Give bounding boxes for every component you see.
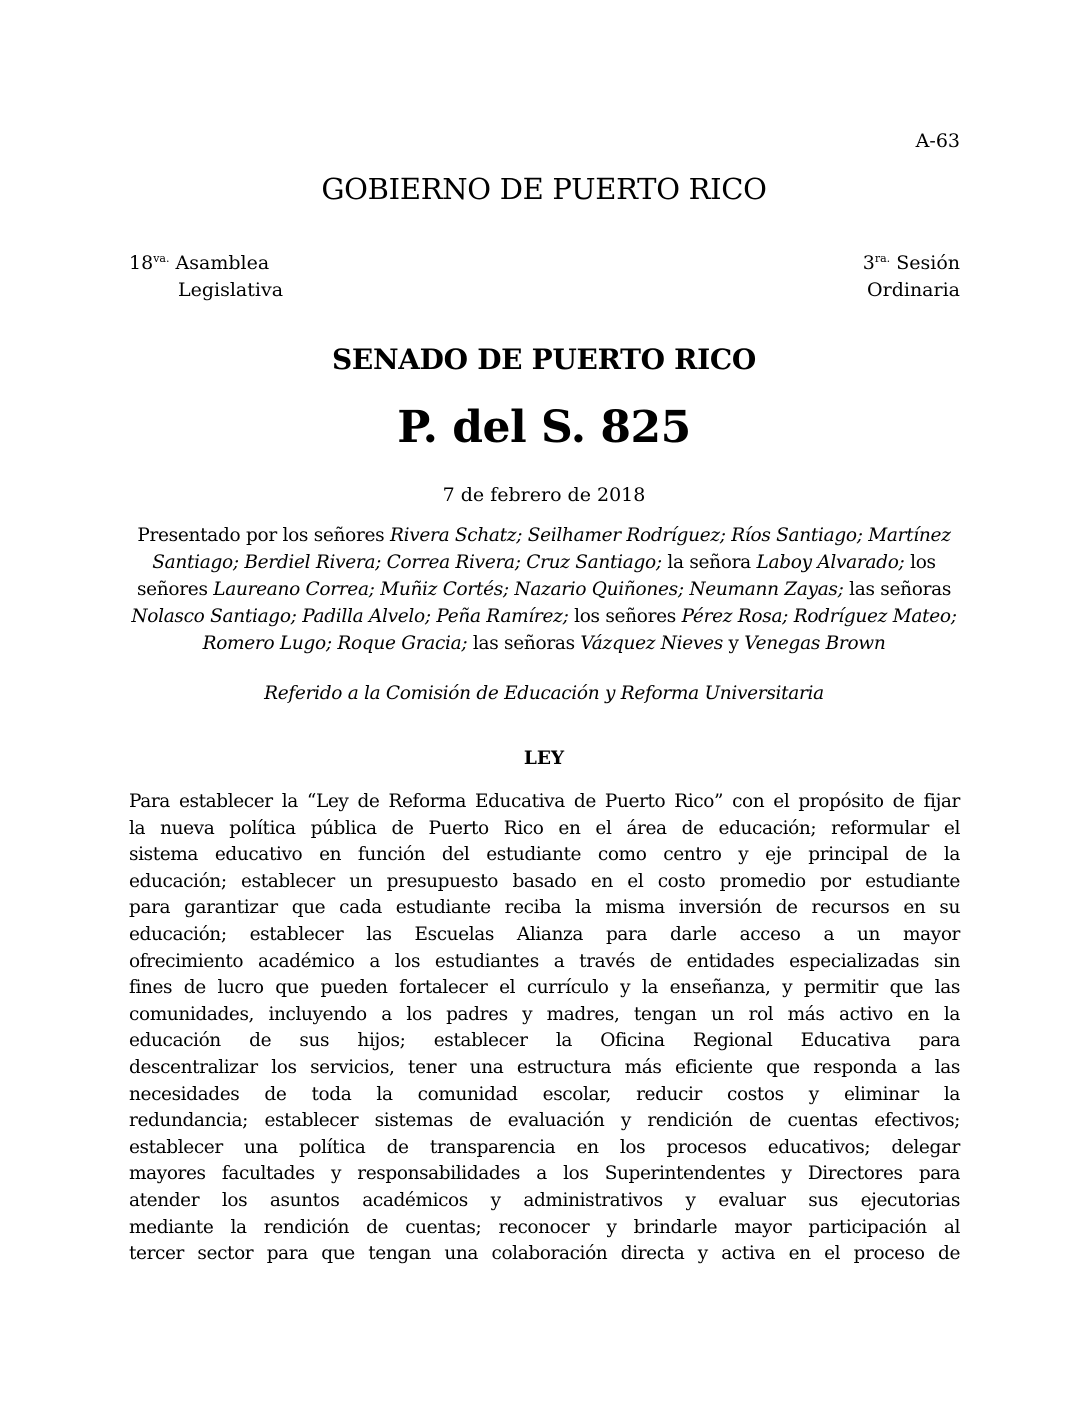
body-line: Para establecer la “Ley de Reforma Educativa de Puerto Rico” con el propósito de fijar — [129, 791, 960, 812]
sponsors-group-4: Nolasco Santiago; Padilla Alvelo; Peña Ramírez; — [131, 606, 569, 627]
body-line: tercer sector para que tengan una colaboración directa y activa en el proceso de — [129, 1243, 960, 1265]
assembly-word: Asamblea — [175, 252, 270, 274]
sponsors-connector-6: y — [728, 633, 739, 654]
body-line: educación; establecer un presupuesto basado en el costo promedio por estudiante — [129, 870, 960, 892]
body-line: descentralizar los servicios, tener una estructura más eficiente que responda a las — [129, 1056, 960, 1078]
session-number: 3 — [862, 252, 875, 274]
sponsors-connector-4: los señores — [574, 606, 677, 627]
document-code: A-63 — [915, 130, 960, 152]
sponsors-group-5: Pérez Rosa; Rodríguez Mateo; Romero Lugo; Roque Gracia; — [202, 606, 957, 654]
session-word: Sesión — [896, 252, 960, 274]
body-line: fines de lucro que pueden fortalecer el currículo y la enseñanza, y permitir que las — [129, 977, 960, 999]
sponsors-connector-5: las señoras — [472, 633, 575, 654]
body-line: necesidades de toda la comunidad escolar, reducir costos y eliminar la — [129, 1083, 960, 1105]
body-line: redundancia; establecer sistemas de evaluación y rendición de cuentas efectivos; — [129, 1110, 960, 1132]
body-line: para garantizar que cada estudiante reciba la misma inversión de recursos en su — [129, 897, 960, 919]
body-line: sistema educativo en función del estudiante como centro y eje principal de la — [129, 844, 960, 866]
session-line2: Ordinaria — [867, 279, 960, 301]
sponsors-paragraph — [122, 522, 966, 657]
body-line: educación de sus hijos; establecer la Oficina Regional Educativa para — [129, 1030, 960, 1052]
sponsors-group-2: Laboy Alvarado; — [756, 552, 905, 573]
sponsors-intro: Presentado por los señores — [137, 525, 385, 546]
government-title: GOBIERNO DE PUERTO RICO — [321, 172, 767, 206]
body-line: la nueva política pública de Puerto Rico en el área de educación; reformular el — [129, 817, 960, 839]
bill-date: 7 de febrero de 2018 — [442, 484, 646, 506]
sponsors-connector-1: la señora — [667, 552, 751, 573]
body-line: comunidades, incluyendo a los padres y madres, tengan un rol más activo en la — [129, 1003, 960, 1025]
session-suffix: ra. — [874, 252, 891, 265]
senate-heading: SENADO DE PUERTO RICO — [332, 343, 756, 376]
bill-number: P. del S. 825 — [397, 402, 691, 453]
body-line: establecer una política de transparencia en los procesos educativos; delegar — [129, 1136, 960, 1158]
assembly-line2: Legislativa — [178, 279, 284, 301]
assembly-suffix: va. — [153, 252, 170, 265]
committee-referral: Referido a la Comisión de Educación y Reforma Universitaria — [264, 683, 824, 704]
bill-body-paragraph — [129, 789, 960, 1268]
sponsors-group-1: Rivera Schatz; Seilhamer Rodríguez; Ríos Santiago; Martínez Santiago; Berdiel Rivera; Correa Rivera; Cruz Santiago; — [152, 525, 951, 573]
body-line: atender los asuntos académicos y administrativos y evaluar sus ejecutorias — [129, 1189, 960, 1211]
ley-heading: LEY — [523, 748, 565, 769]
body-line: ofrecimiento académico a los estudiantes a través de entidades especializadas sin — [129, 950, 960, 972]
sponsors-group-7: Venegas Brown — [744, 633, 886, 654]
body-line: educación; establecer las Escuelas Alianza para darle acceso a un mayor — [129, 923, 960, 945]
sponsors-group-3: Laureano Correa; Muñiz Cortés; Nazario Quiñones; Neumann Zayas; — [213, 579, 844, 600]
sponsors-connector-2: los señores — [136, 552, 936, 600]
sponsors-connector-3: las señoras — [849, 579, 952, 600]
body-line: mediante la rendición de cuentas; reconocer y brindarle mayor participación al — [129, 1216, 960, 1238]
assembly-label — [129, 250, 283, 304]
session-label — [863, 250, 960, 304]
body-line: mayores facultades y responsabilidades a los Superintendentes y Directores para — [129, 1163, 960, 1185]
assembly-number: 18 — [129, 252, 154, 274]
sponsors-group-6: Vázquez Nieves — [580, 633, 723, 654]
